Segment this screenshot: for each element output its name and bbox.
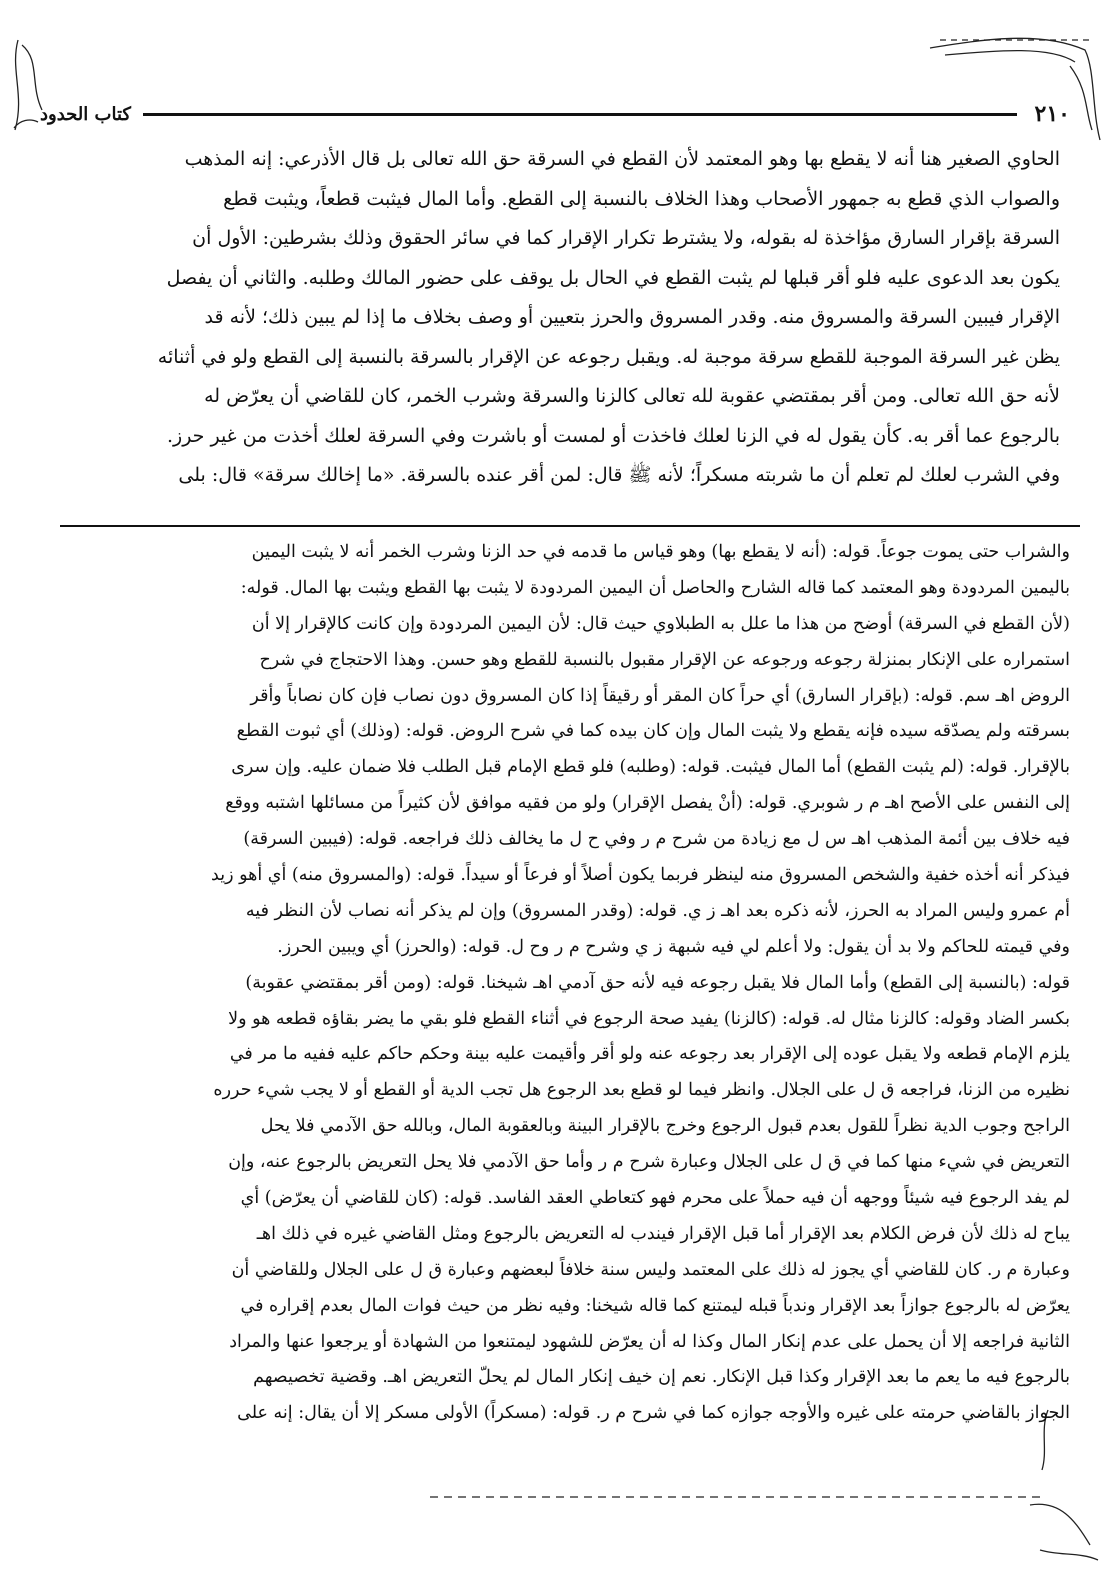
- footnote-line: الثانية فراجعه إلا أن يحمل على عدم إنكار المال وكذا له أن يعرّض للشهود ليمتنعوا من الشهادة أو يرجعوا عنها والمراد: [229, 1331, 1070, 1352]
- footnote-line: وفي قيمته للحاكم ولا بد أن يقول: ولا أعلم لي فيه شبهة ز ي وشرح م ر وح ل. قوله: (والحرز) أي ويبين الحرز.: [277, 936, 1070, 957]
- main-text-line: والصواب الذي قطع به جمهور الأصحاب وهذا الخلاف بالنسبة إلى القطع. وأما المال فيثبت قطعاً، ويثبت قطع: [223, 187, 1060, 210]
- main-text-line: الإقرار فيبين السرقة والمسروق منه. وقدر المسروق والحرز بتعيين أو وصف بخلاف ما إذا لم يبين ذلك؛ لأنه قد: [204, 306, 1060, 328]
- top-left-flourish: [14, 40, 42, 130]
- footnotes-block: [50, 535, 1070, 1432]
- footnote-separator: [60, 525, 1080, 527]
- footnote-line: لم يفد الرجوع فيه شيئاً ووجهه أن فيه حملاً على محرم فهو كتعاطي العقد الفاسد. قوله: (كان للقاضي أن يعرّض) أي: [240, 1188, 1070, 1209]
- footnote-line: بسرقته ولم يصدّقه سيده فإنه يقطع ولا يثبت المال وإن كان بيده كما في شرح الروض. قوله: (وذلك) أي ثبوت القطع: [236, 721, 1070, 742]
- main-text-line: بالرجوع عما أقر به. كأن يقول له في الزنا لعلك فاخذت أو لمست أو باشرت وفي السرقة لعلك أخذت من غير حرز.: [166, 424, 1060, 447]
- page-header: [40, 94, 1070, 134]
- footnote-line: نظيره من الزنا، فراجعه ق ل على الجلال. وانظر فيما لو قطع بعد الرجوع هل تجب الدية أو القطع أو لا يجب شيء حرره: [213, 1080, 1070, 1101]
- footnote-line: إلى النفس على الأصح اهـ م ر شوبري. قوله: (أنْ يفصل الإقرار) ولو من فقيه موافق لأن كثيراً من مسائلها اشتبه ووقع: [225, 793, 1070, 814]
- footnote-line: بكسر الضاد وقوله: كالزنا مثال له. قوله: (كالزنا) يفيد صحة الرجوع في أثناء القطع فلو بقي ما يضر بقاؤه قطعه هو ولا: [228, 1008, 1070, 1029]
- footnote-line: باليمين المردودة وهو المعتمد كما قاله الشارح والحاصل أن اليمين المردودة لا يثبت بها القطع ويثبت بها المال. قوله:: [240, 577, 1070, 598]
- footnote-line: الروض اهـ سم. قوله: (بإقرار السارق) أي حراً كان المقر أو رقيقاً إذا كان المسروق دون نصاب فإن كان نصاباً وأقر: [250, 685, 1070, 706]
- footnote-line: يباح له ذلك لأن فرض الكلام بعد الإقرار أما قبل الإقرار فيندب له التعريض بالرجوع ومثل القاضي غيره في ذلك اهـ: [256, 1223, 1070, 1244]
- bottom-right-flourish: [1030, 1504, 1098, 1560]
- main-text-line: يكون بعد الدعوى عليه فلو أقر قبلها لم يثبت القطع في الحال بل يوقف على حضور المالك وطلبه. والثاني أن يفصل: [166, 266, 1060, 289]
- footnote-line: وعبارة م ر. كان للقاضي أي يجوز له ذلك على المعتمد وليس سنة خلافاً لبعضهم وعبارة ق ل على الجلال وللقاضي أن: [231, 1259, 1070, 1280]
- footnote-line: الجواز بالقاضي حرمته على غيره والأوجه جوازه كما في شرح م ر. قوله: (مسكراً) الأولى مسكر إلا أن يقال: إنه على: [237, 1403, 1070, 1424]
- footnote-line: أم عمرو وليس المراد به الحرز، لأنه ذكره بعد اهـ ز ي. قوله: (وقدر المسروق) وإن لم يذكر أنه نصاب لأن النظر فيه: [245, 900, 1070, 921]
- header-rule: [143, 113, 1017, 116]
- page-number: ٢١٠: [1034, 101, 1070, 127]
- footnote-line: يعرّض له بالرجوع جوازاً بعد الإقرار وندباً قبله ليمتنع كما قاله شيخنا: وفيه نظر من حيث فوات المال بعدم إقراره في: [240, 1295, 1070, 1316]
- book-title: كتاب الحدود: [40, 103, 131, 125]
- main-text-line: وفي الشرب لعلك لم تعلم أن ما شربته مسكراً؛ لأنه ﷺ قال: لمن أقر عنده بالسرقة. «ما إخالك سرقة» قال: بلى: [178, 464, 1060, 486]
- footnote-line: فيه خلاف بين أئمة المذهب اهـ س ل مع زيادة من شرح م ر وفي ح ل ما يخالف ذلك فراجعه. قوله: (فيبين السرقة): [243, 829, 1070, 850]
- footnote-line: الراجح وجوب الدية نظراً للقول بعدم قبول الرجوع وخرج بالإقرار البينة وبالعقوبة المال، وبالله حق الآدمي فلا يحل: [260, 1116, 1070, 1137]
- footnote-line: يلزم الإمام قطعه ولا يقبل عوده إلى الإقرار بعد رجوعه عنه ولو أقر وأقيمت عليه بينة وحكم حاكم عليه ففيه ما مر في: [229, 1044, 1070, 1065]
- footnote-line: بالإقرار. قوله: (لم يثبت القطع) أما المال فيثبت. قوله: (وطلبه) فلو قطع الإمام قبل الطلب فلا ضمان عليه. وإن سرى: [231, 757, 1070, 778]
- footnote-line: قوله: (بالنسبة إلى القطع) وأما المال فلا يقبل رجوعه فيه لأنه حق آدمي اهـ شيخنا. قوله: (ومن أقر بمقتضي عقوبة): [245, 972, 1070, 993]
- footnote-line: (لأن القطع في السرقة) أوضح من هذا ما علل به الطبلاوي حيث قال: لأن اليمين المردودة وإن كانت كالإقرار إلا أن: [251, 613, 1070, 634]
- footnote-line: التعريض في شيء منها كما في ق ل على الجلال وعبارة شرح م ر وأما حق الآدمي فلا يحل التعريض بالرجوع عنه، وإن: [228, 1152, 1070, 1173]
- main-text-block: [55, 140, 1060, 496]
- footnote-line: فيذكر أنه أخذه خفية والشخص المسروق منه لينظر فربما يكون أصلاً أو فرعاً أو سيداً. قوله: (والمسروق منه) أي أهو زيد: [211, 865, 1070, 886]
- main-text-line: الحاوي الصغير هنا أنه لا يقطع بها وهو المعتمد لأن القطع في السرقة حق الله تعالى بل قال الأذرعي: إنه المذهب: [184, 148, 1060, 170]
- main-text-line: يظن غير السرقة الموجبة للقطع سرقة موجبة له. ويقبل رجوعه عن الإقرار بالسرقة بالنسبة إلى القطع ولو في أثنائه: [157, 345, 1060, 368]
- footnote-line: استمراره على الإنكار بمنزلة رجوعه ورجوعه عن الإقرار مقبول بالنسبة للقطع وهو حسن. وهذا الاحتجاج في شرح: [259, 649, 1070, 670]
- footnote-line: والشراب حتى يموت جوعاً. قوله: (أنه لا يقطع بها) وهو قياس ما قدمه في حد الزنا وشرب الخمر أنه لا يثبت اليمين: [251, 542, 1070, 562]
- main-text-line: لأنه حق الله تعالى. ومن أقر بمقتضي عقوبة لله تعالى كالزنا والسرقة وشرب الخمر، كان للقاضي أن يعرّض له: [204, 385, 1060, 407]
- footnote-line: بالرجوع فيه ما يعم ما بعد الإقرار وكذا قبل الإنكار. نعم إن خيف إنكار المال لم يحلّ التعريض اهـ. وقضية تخصيصهم: [253, 1367, 1070, 1388]
- main-text-line: السرقة بإقرار السارق مؤاخذة له بقوله، ولا يشترط تكرار الإقرار كما في سائر الحقوق وذلك بشرطين: الأول أن: [192, 227, 1060, 249]
